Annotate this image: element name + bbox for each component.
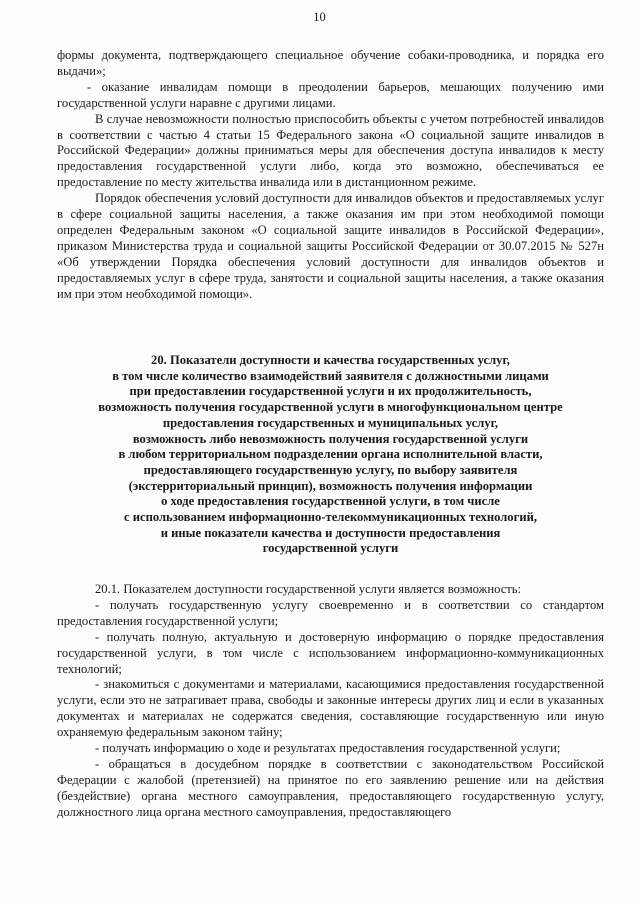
heading-line: в том числе количество взаимодействий заявителя с должностными лицами xyxy=(112,368,549,383)
heading-line: возможность получения государственной услуги в многофункциональном центре xyxy=(98,400,563,415)
heading-line: (экстерриториальный принцип), возможность получения информации xyxy=(128,478,533,493)
list-item: - получать информацию о ходе и результатах предоставления государственной услуги; xyxy=(95,741,561,756)
heading-line: с использованием информационно-телекоммуникационных технологий, xyxy=(124,510,537,525)
list-item: - получать полную, актуальную и достоверную информацию о порядке предоставления государственной услуги, в том числе с использованием информационно-коммуникационных технологий; xyxy=(57,629,604,676)
heading-line: возможность либо невозможность получения государственной услуги xyxy=(132,431,529,446)
bottom-text-block xyxy=(57,582,604,821)
paragraph: формы документа, подтверждающего специальное обучение собаки-проводника, и порядка его выдачи»; xyxy=(57,48,604,78)
section-heading xyxy=(57,353,604,557)
heading-line: государственной услуги xyxy=(262,541,399,556)
heading-line: о ходе предоставления государственной услуги, в том числе xyxy=(161,494,500,509)
page-number: 10 xyxy=(313,10,326,24)
paragraph: В случае невозможности полностью приспособить объекты с учетом потребностей инвалидов в соответствии с частью 4 статьи 15 Федерального закона «О социальной защите инвалидов в Российской Федерации» должны приниматься меры для обеспечения доступа инвалидов к месту предоставления государственной услуги либо, когда это возможно, обеспечиваться ее предоставление по месту жительства инвалида или в дистанционном режиме. xyxy=(57,111,604,190)
heading-line: предоставления государственных и муниципальных услуг, xyxy=(162,415,499,430)
heading-line: при предоставлении государственной услуги и их продолжительность, xyxy=(129,384,532,399)
heading-line: и иные показатели качества и доступности предоставления xyxy=(160,525,501,540)
list-item: - получать государственную услугу своевременно и в соответствии со стандартом предоставления государственной услуги; xyxy=(57,597,604,628)
list-item: - обращаться в досудебном порядке в соответствии с законодательством Российской Федерации с жалобой (претензией) на принятое по его заявлению решение или на действия (бездействие) органа местного самоуправления, предоставляющего государственную услугу, должностного лица органа местного самоуправления, предоставляющего xyxy=(57,756,604,819)
paragraph: Порядок обеспечения условий доступности для инвалидов объектов и предоставляемых услуг в сфере социальной защиты населения, а также оказания им при этом необходимой помощи определен Федеральным законом «О социальной защите инвалидов в Российской Федерации», приказом Министерства труда и социальной защиты Российской Федерации от 30.07.2015 № 527н «Об утверждении Порядка обеспечения условий доступности для инвалидов объектов и предоставляемых услуг в сфере труда, занятости и социальной защиты населения, а также оказания им при этом необходимой помощи». xyxy=(57,191,604,301)
heading-line: в любом территориальном подразделении органа исполнительной власти, xyxy=(118,447,543,462)
top-text-block xyxy=(57,48,604,303)
paragraph: - оказание инвалидам помощи в преодолении барьеров, мешающих получению ими государственной услуги наравне с другими лицами. xyxy=(57,79,604,110)
heading-line: 20. Показатели доступности и качества государственных услуг, xyxy=(151,353,510,367)
heading-line: предоставляющего государственную услугу, по выбору заявителя xyxy=(143,462,518,477)
paragraph: 20.1. Показателем доступности государственной услуги является возможность: xyxy=(95,582,522,596)
list-item: - знакомиться с документами и материалами, касающимися предоставления государственной услуги, если это не затрагивает права, свободы и законные интересы других лиц и если в указанных документах и материалах не содержатся сведения, составляющие государственную или иную охраняемую федеральным законом тайну; xyxy=(57,677,604,740)
